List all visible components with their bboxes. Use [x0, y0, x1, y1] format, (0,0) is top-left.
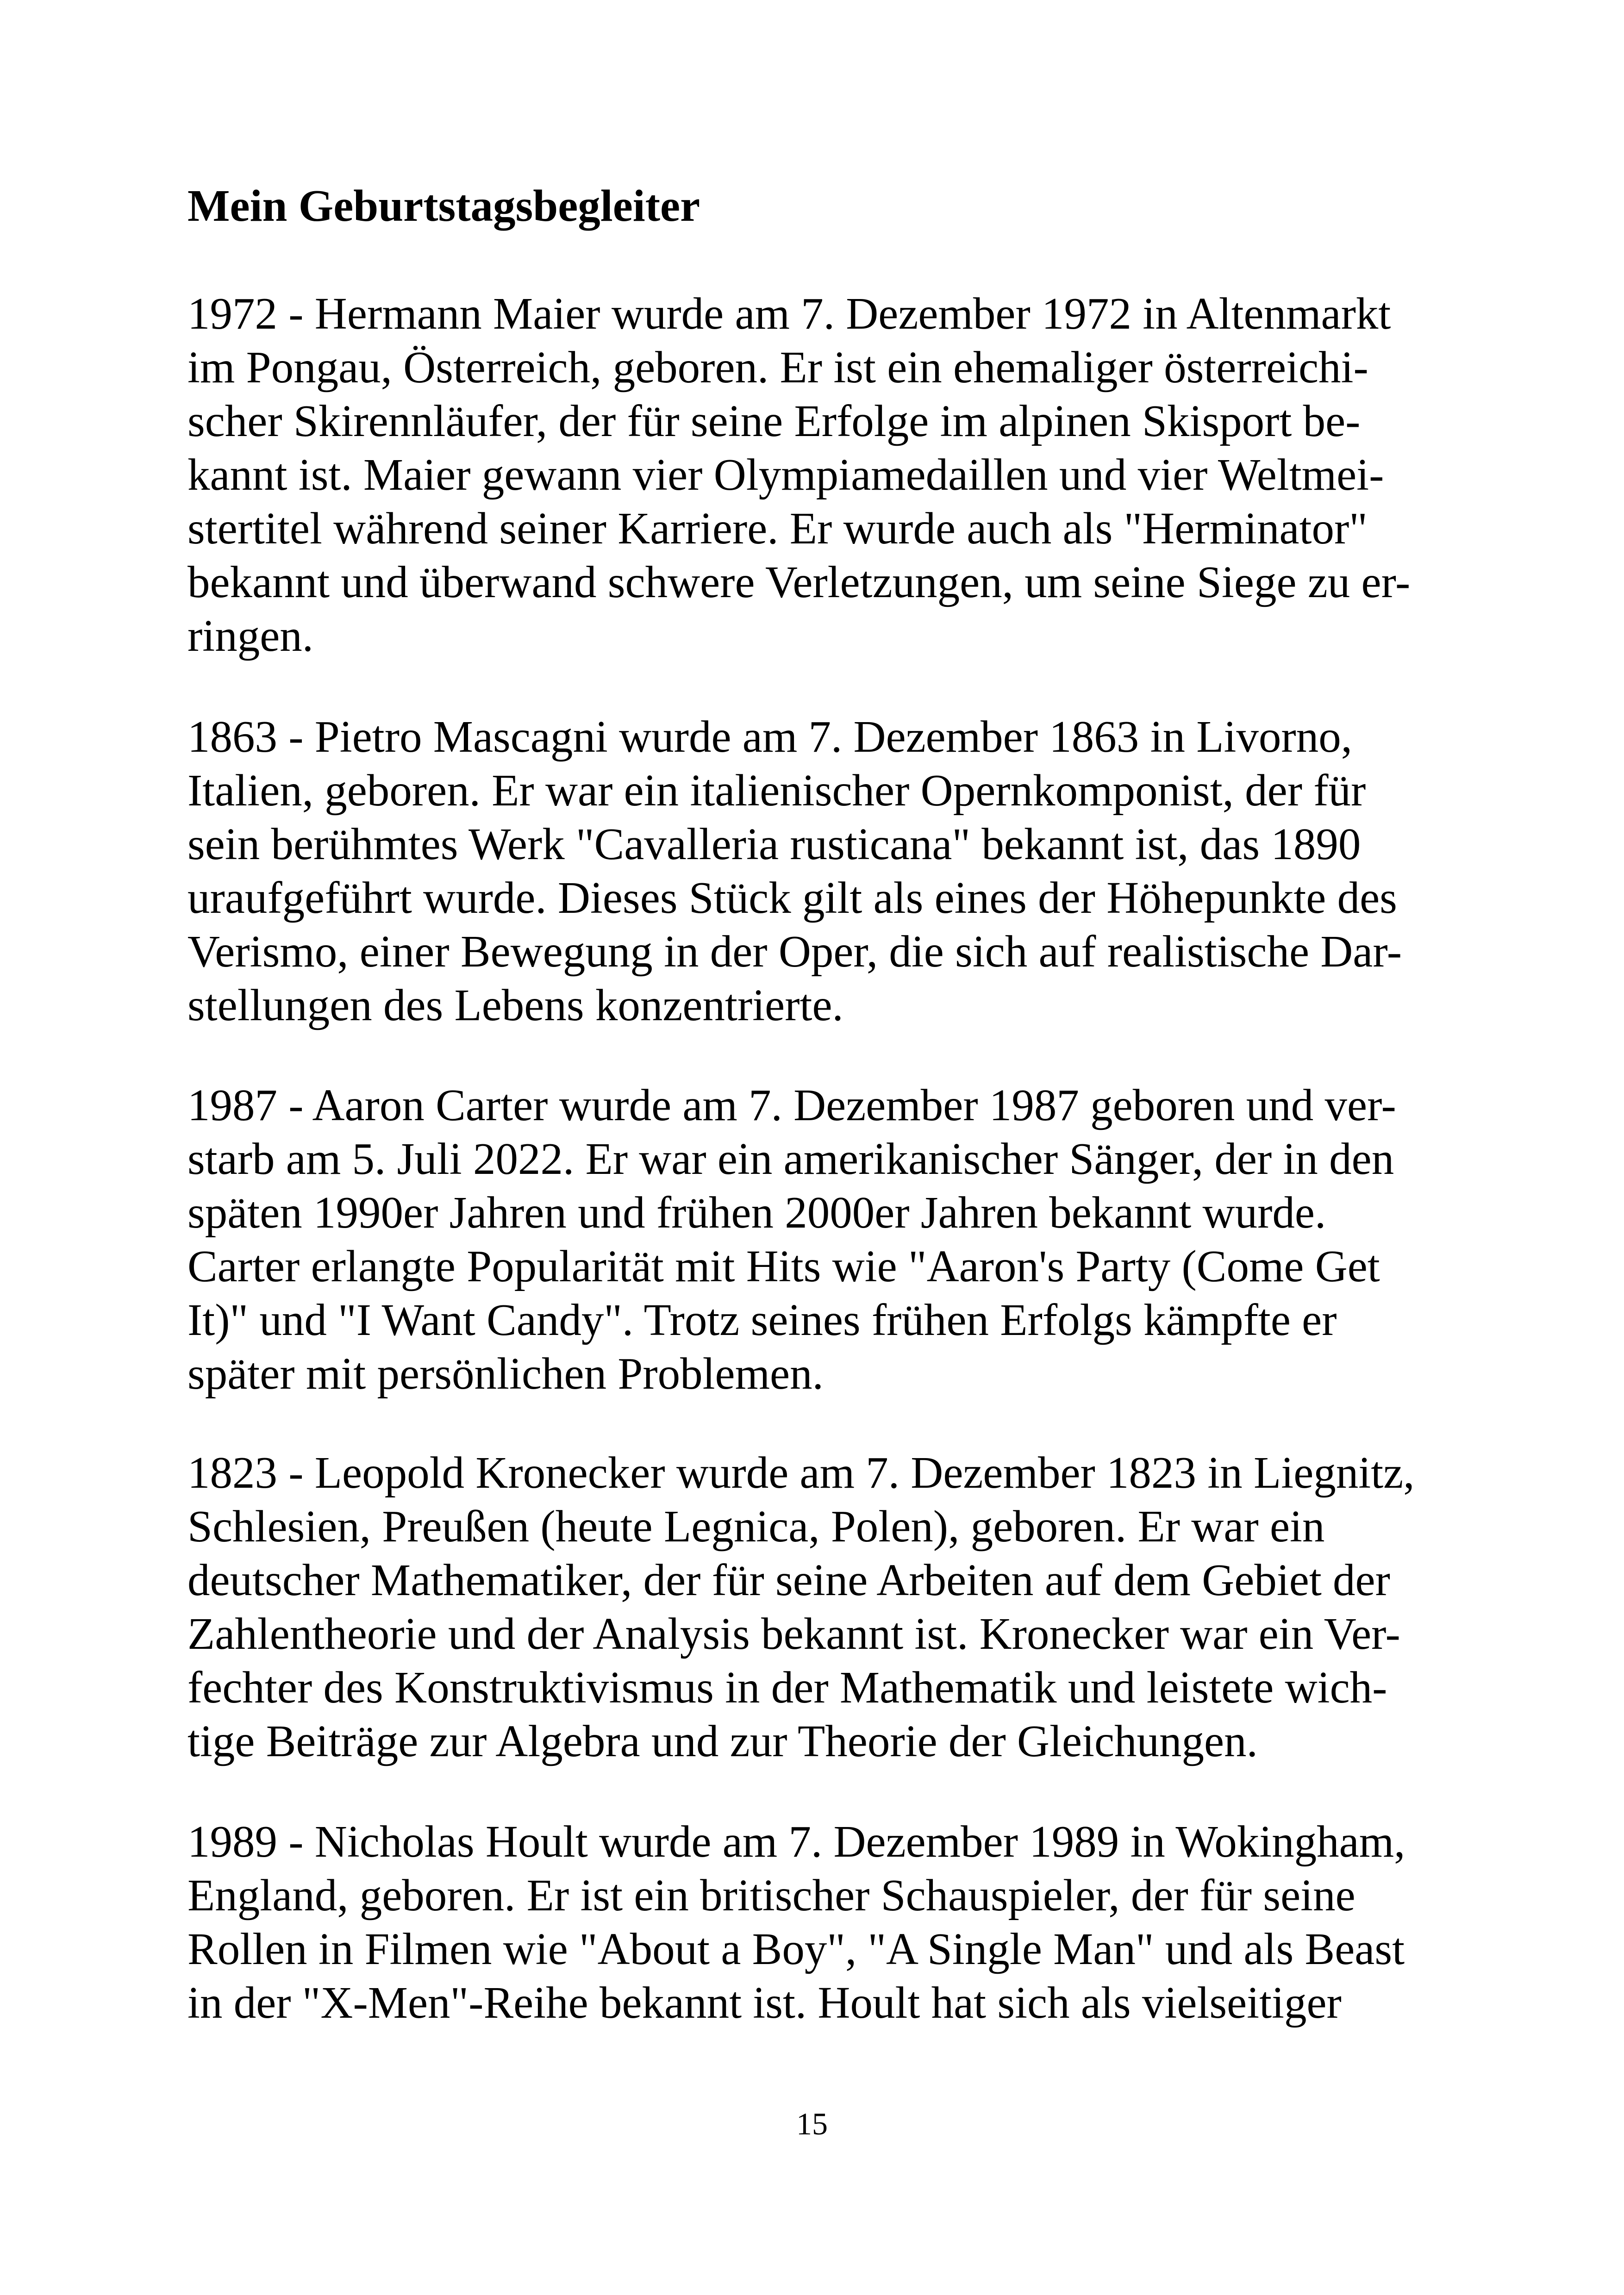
entry-paragraph-1987: [187, 1079, 1396, 1401]
page-heading: Mein Geburtstagsbegleiter: [187, 181, 700, 231]
text-line: 1863 - Pietro Mascagni wurde am 7. Dezember 1863 in Livorno,: [187, 712, 1352, 761]
text-line: stellungen des Lebens konzentrierte.: [187, 980, 843, 1030]
page-number: 15: [796, 2106, 828, 2141]
text-line: Carter erlangte Popularität mit Hits wie "Aaron's Party (Come Get: [187, 1241, 1380, 1291]
text-line: England, geboren. Er ist ein britischer Schauspieler, der für seine: [187, 1871, 1355, 1920]
text-line: Schlesien, Preußen (heute Legnica, Polen), geboren. Er war ein: [187, 1502, 1325, 1551]
text-line: Italien, geboren. Er war ein italienischer Opernkomponist, der für: [187, 766, 1366, 815]
text-line: 1989 - Nicholas Hoult wurde am 7. Dezember 1989 in Wokingham,: [187, 1817, 1405, 1866]
entry-paragraph-1989: [187, 1815, 1405, 2030]
text-line: sein berühmtes Werk "Cavalleria rusticana" bekannt ist, das 1890: [187, 819, 1361, 869]
text-line: starb am 5. Juli 2022. Er war ein amerikanischer Sänger, der in den: [187, 1134, 1394, 1184]
text-line: ringen.: [187, 611, 314, 661]
text-line: bekannt und überwand schwere Verletzungen, um seine Siege zu er-: [187, 557, 1411, 607]
text-line: 1987 - Aaron Carter wurde am 7. Dezember 1987 geboren und ver-: [187, 1080, 1396, 1130]
text-line: Verismo, einer Bewegung in der Oper, die sich auf realistische Dar-: [187, 927, 1402, 976]
text-line: deutscher Mathematiker, der für seine Arbeiten auf dem Gebiet der: [187, 1555, 1390, 1605]
entry-paragraph-1972: [187, 287, 1410, 663]
text-line: scher Skirennläufer, der für seine Erfolge im alpinen Skisport be-: [187, 396, 1361, 446]
text-line: tige Beiträge zur Algebra und zur Theorie der Gleichungen.: [187, 1716, 1258, 1766]
text-line: späten 1990er Jahren und frühen 2000er Jahren bekannt wurde.: [187, 1188, 1326, 1237]
text-line: kannt ist. Maier gewann vier Olympiamedaillen und vier Weltmei-: [187, 450, 1384, 499]
text-line: später mit persönlichen Problemen.: [187, 1349, 824, 1398]
text-line: uraufgeführt wurde. Dieses Stück gilt als eines der Höhepunkte des: [187, 873, 1397, 923]
text-line: Rollen in Filmen wie "About a Boy", "A Single Man" und als Beast: [187, 1924, 1405, 1974]
entry-paragraph-1823: [187, 1446, 1414, 1768]
text-line: 1823 - Leopold Kronecker wurde am 7. Dezember 1823 in Liegnitz,: [187, 1448, 1415, 1497]
text-line: in der "X-Men"-Reihe bekannt ist. Hoult hat sich als vielseitiger: [187, 1978, 1342, 2027]
entry-paragraph-1863: [187, 710, 1402, 1032]
text-line: It)" und "I Want Candy". Trotz seines frühen Erfolgs kämpfte er: [187, 1295, 1337, 1345]
text-line: im Pongau, Österreich, geboren. Er ist ein ehemaliger österreichi-: [187, 343, 1368, 392]
text-line: fechter des Konstruktivismus in der Mathematik und leistete wich-: [187, 1663, 1387, 1712]
text-line: stertitel während seiner Karriere. Er wurde auch als "Herminator": [187, 504, 1368, 553]
text-line: 1972 - Hermann Maier wurde am 7. Dezember 1972 in Altenmarkt: [187, 289, 1391, 338]
text-line: Zahlentheorie und der Analysis bekannt ist. Kronecker war ein Ver-: [187, 1609, 1400, 1659]
